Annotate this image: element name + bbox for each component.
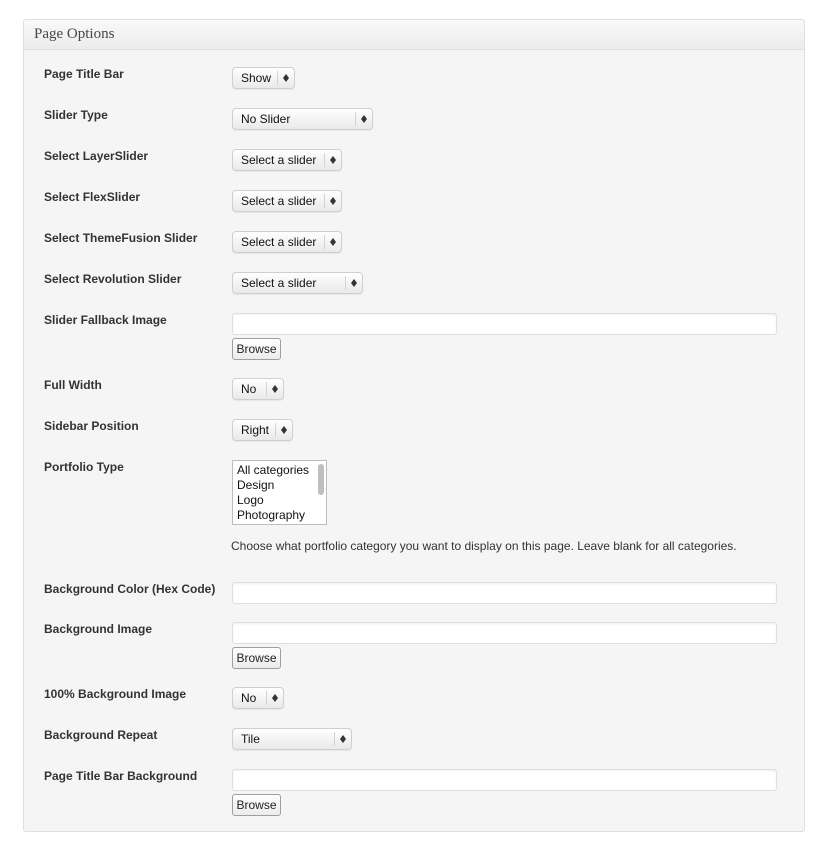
slider-fallback-image-label: Slider Fallback Image xyxy=(44,313,167,327)
portfolio-type-listbox[interactable] xyxy=(232,460,327,525)
flexslider-value: Select a slider xyxy=(241,194,317,208)
portfolio-option-logo[interactable]: Logo xyxy=(237,493,264,507)
sidebar-position-value: Right xyxy=(241,423,270,437)
themefusion-slider-value: Select a slider xyxy=(241,235,317,249)
layerslider-label: Select LayerSlider xyxy=(44,149,149,163)
slider-type-select[interactable] xyxy=(232,108,373,130)
background-repeat-label: Background Repeat xyxy=(44,728,158,742)
listbox-scrollbar[interactable] xyxy=(318,464,324,495)
page-title-bar-bg-input[interactable] xyxy=(232,769,777,791)
page-title-bar-label: Page Title Bar xyxy=(44,67,124,81)
portfolio-type-help-text: Choose what portfolio category you want to display on this page. Leave blank for all categories. xyxy=(231,539,737,553)
chevron-up-down-icon xyxy=(345,276,362,290)
page-title-bar-bg-browse-button[interactable]: Browse xyxy=(232,794,281,816)
page-title-bar-select[interactable] xyxy=(232,67,295,89)
slider-fallback-image-input[interactable] xyxy=(232,313,777,335)
chevron-up-down-icon xyxy=(277,71,294,85)
chevron-up-down-icon xyxy=(266,691,283,705)
slider-type-value: No Slider xyxy=(241,112,291,126)
flexslider-select[interactable] xyxy=(232,190,342,212)
slider-type-label: Slider Type xyxy=(44,108,108,122)
full-width-value: No xyxy=(241,382,257,396)
background-repeat-select[interactable] xyxy=(232,728,352,750)
panel-title: Page Options xyxy=(24,20,804,50)
portfolio-option-all-categories[interactable]: All categories xyxy=(237,463,310,477)
portfolio-option-photography[interactable]: Photography xyxy=(237,508,306,522)
chevron-up-down-icon xyxy=(355,112,372,126)
chevron-up-down-icon xyxy=(324,235,341,249)
background-image-label: Background Image xyxy=(44,622,153,636)
portfolio-type-label: Portfolio Type xyxy=(44,460,124,474)
sidebar-position-select[interactable] xyxy=(232,419,293,441)
chevron-up-down-icon xyxy=(334,732,351,746)
chevron-up-down-icon xyxy=(266,382,283,396)
background-image-browse-button[interactable]: Browse xyxy=(232,647,281,669)
background-100-select[interactable] xyxy=(232,687,284,709)
layerslider-select[interactable] xyxy=(232,149,342,171)
background-image-input[interactable] xyxy=(232,622,777,644)
revolution-slider-label: Select Revolution Slider xyxy=(44,272,182,286)
revolution-slider-value: Select a slider xyxy=(241,276,317,290)
chevron-up-down-icon xyxy=(324,194,341,208)
flexslider-label: Select FlexSlider xyxy=(44,190,141,204)
chevron-up-down-icon xyxy=(275,423,292,437)
themefusion-slider-label: Select ThemeFusion Slider xyxy=(44,231,198,245)
portfolio-option-design[interactable]: Design xyxy=(237,478,275,492)
layerslider-value: Select a slider xyxy=(241,153,317,167)
page-title-bar-value: Show xyxy=(241,71,272,85)
full-width-label: Full Width xyxy=(44,378,102,392)
revolution-slider-select[interactable] xyxy=(232,272,363,294)
sidebar-position-label: Sidebar Position xyxy=(44,419,139,433)
full-width-select[interactable] xyxy=(232,378,284,400)
page-title-bar-bg-label: Page Title Bar Background xyxy=(44,769,198,783)
background-100-label: 100% Background Image xyxy=(44,687,187,701)
chevron-up-down-icon xyxy=(324,153,341,167)
background-color-label: Background Color (Hex Code) xyxy=(44,582,216,596)
slider-fallback-browse-button[interactable]: Browse xyxy=(232,338,281,360)
background-100-value: No xyxy=(241,691,257,705)
background-color-input[interactable] xyxy=(232,582,777,604)
background-repeat-value: Tile xyxy=(241,732,260,746)
page-options-panel xyxy=(23,19,805,832)
themefusion-slider-select[interactable] xyxy=(232,231,342,253)
